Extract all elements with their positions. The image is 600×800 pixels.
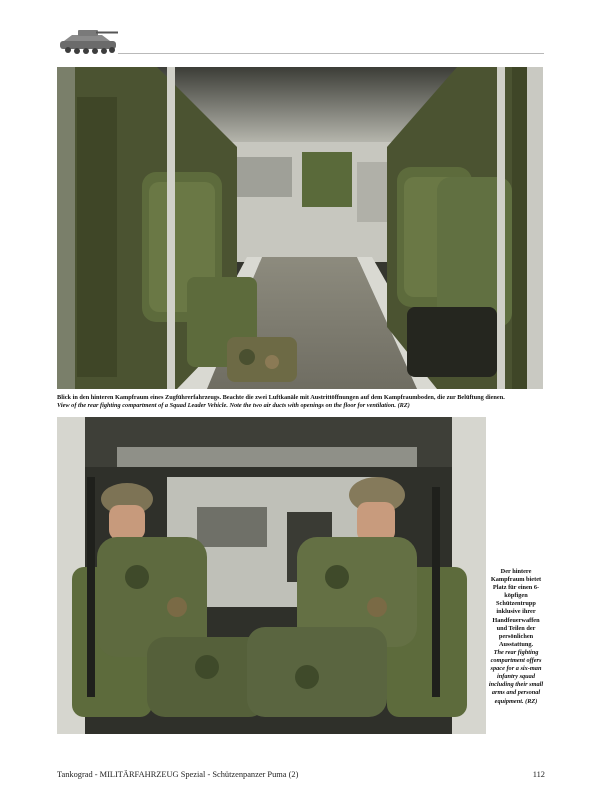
caption-top-german: Blick in den hinteren Kampfraum eines Zugführerfahrzeugs. Beachte die zwei Luftkanäle mit Austrittöffnungen auf dem Kampfraumboden, die zur Belüftung dienen.: [57, 394, 505, 401]
caption-top: [57, 394, 547, 410]
photo-rear-compartment: [57, 67, 543, 389]
caption-side-german: Der hintere Kampfraum bietet Platz für einen 6-köpfigen Schützentrupp inklusive ihrer Handfeuerwaffen und Teilen der persönlichen Ausstattung.: [490, 568, 542, 648]
tank-logo-icon: [58, 24, 120, 58]
caption-top-english: View of the rear fighting compartment of a Squad Leader Vehicle. Note the two air ducts with openings on the floor for ventilation. (RZ): [57, 402, 410, 410]
photo-seated-soldiers: [57, 417, 486, 734]
footer-title: Tankograd - MILITÄRFAHRZEUG Spezial - Schützenpanzer Puma (2): [57, 770, 299, 779]
page-number: 112: [532, 770, 545, 779]
caption-side: [487, 568, 545, 706]
header-rule: [118, 53, 544, 54]
caption-side-english: The rear fighting compartment offers space for a six-man infantry squad including their small arms and personal equipment. (RZ): [488, 648, 544, 705]
page-footer: [57, 770, 545, 779]
